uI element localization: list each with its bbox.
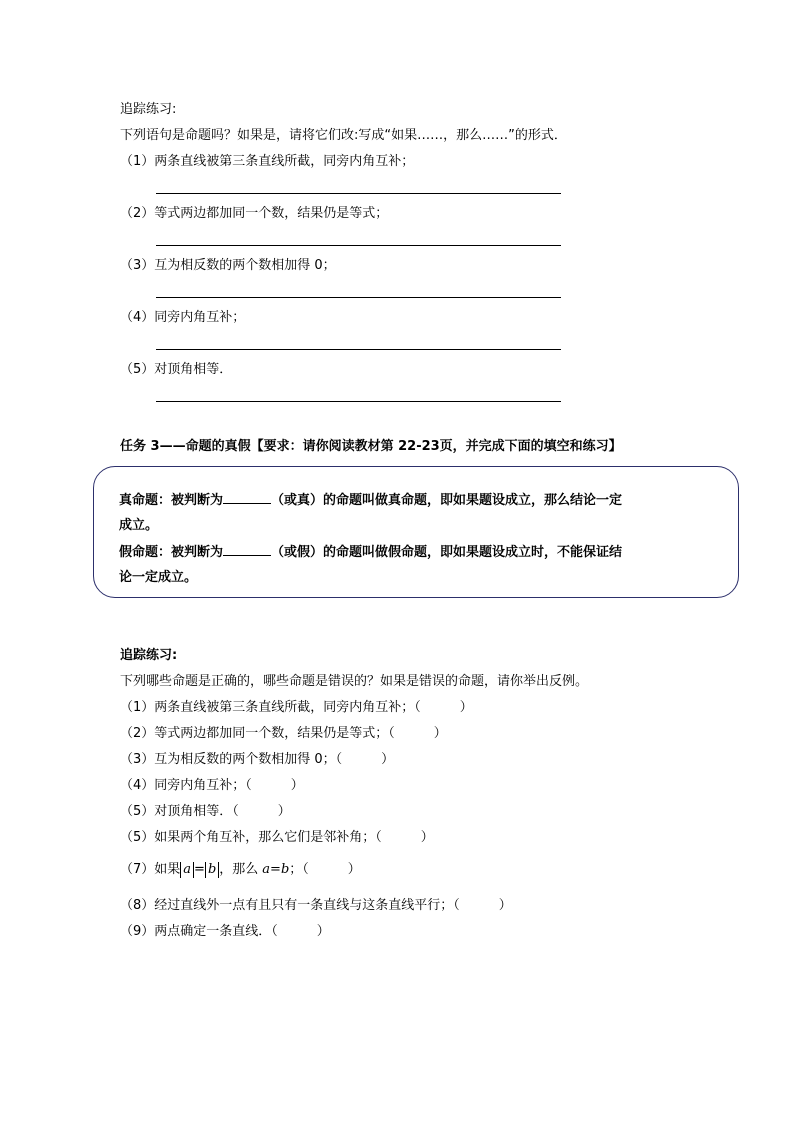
false-prefix: 假命题：被判断为 bbox=[119, 545, 224, 560]
task3-title: 任务 3——命题的真假【要求：请你阅读教材第 22-23页，并完成下面的填空和练习】 bbox=[120, 439, 622, 454]
section2-item-2: （2）等式两边都加同一个数，结果仍是等式；（ ） bbox=[120, 726, 447, 741]
section2-item-3: （3）互为相反数的两个数相加得 0；（ ） bbox=[120, 752, 395, 767]
answer-blank-5[interactable] bbox=[156, 401, 561, 402]
section2-item-7 bbox=[120, 861, 361, 879]
section2-item-5: （5）对顶角相等．（ ） bbox=[120, 804, 291, 819]
true-blank[interactable] bbox=[223, 491, 271, 504]
definition-box bbox=[93, 466, 739, 598]
section2-item-4: （4）同旁内角互补；（ ） bbox=[120, 778, 304, 793]
answer-blank-1[interactable] bbox=[156, 193, 561, 194]
section1-prompt: 下列语句是命题吗？如果是，请将它们改:写成“如果……，那么……”的形式． bbox=[120, 128, 567, 143]
false-suffix: （或假）的命题叫做假命题，即如果题设成立时，不能保证结 bbox=[271, 545, 623, 560]
section2-heading: 追踪练习: bbox=[120, 648, 178, 663]
item7-prefix: （7）如果 bbox=[120, 862, 181, 877]
false-blank[interactable] bbox=[223, 543, 271, 556]
answer-blank-4[interactable] bbox=[156, 349, 561, 350]
true-suffix: （或真）的命题叫做真命题，即如果题设成立，那么结论一定 bbox=[271, 493, 623, 508]
true-prefix: 真命题：被判断为 bbox=[119, 493, 224, 508]
false-proposition-line bbox=[119, 543, 622, 562]
section1-heading: 追踪练习: bbox=[120, 102, 177, 117]
item7-math: a=b bbox=[262, 862, 290, 877]
section2-item-1: （1）两条直线被第三条直线所截，同旁内角互补；（ ） bbox=[120, 700, 473, 715]
section2-item-9: （9）两点确定一条直线．（ ） bbox=[120, 924, 330, 939]
section2-prompt: 下列哪些命题是正确的，哪些命题是错误的？如果是错误的命题，请你举出反例。 bbox=[120, 674, 589, 689]
section2-item-8: （8）经过直线外一点有且只有一条直线与这条直线平行；（ ） bbox=[120, 898, 512, 913]
false-proposition-cont: 论一定成立。 bbox=[119, 570, 198, 585]
item7-eq: = bbox=[194, 862, 205, 877]
section1-item-4: （4）同旁内角互补； bbox=[120, 310, 246, 325]
section1-item-5: （5）对顶角相等． bbox=[120, 362, 233, 377]
item7-middle: ，那么 bbox=[219, 862, 259, 877]
section1-item-3: （3）互为相反数的两个数相加得 0； bbox=[120, 258, 336, 273]
abs-a: a bbox=[180, 862, 194, 878]
section2-item-6: （5）如果两个角互补，那么它们是邻补角；（ ） bbox=[120, 830, 434, 845]
true-proposition-cont: 成立。 bbox=[119, 518, 159, 533]
true-proposition-line bbox=[119, 491, 622, 510]
abs-b: b bbox=[205, 862, 219, 878]
section1-item-2: （2）等式两边都加同一个数，结果仍是等式； bbox=[120, 206, 389, 221]
answer-blank-2[interactable] bbox=[156, 245, 561, 246]
item7-suffix: ；（ ） bbox=[289, 862, 361, 877]
section1-item-1: （1）两条直线被第三条直线所截，同旁内角互补； bbox=[120, 154, 415, 169]
answer-blank-3[interactable] bbox=[156, 297, 561, 298]
